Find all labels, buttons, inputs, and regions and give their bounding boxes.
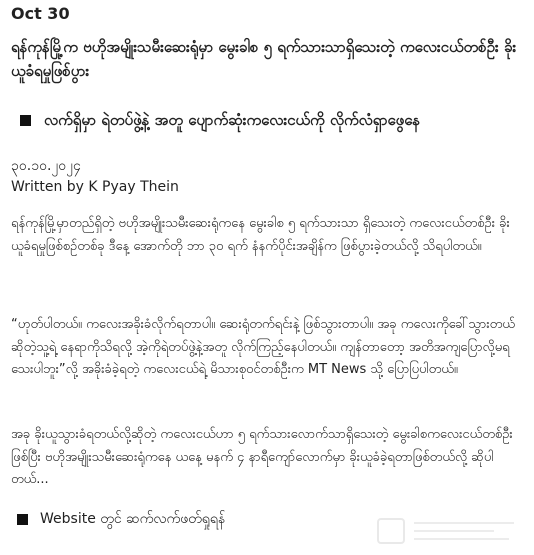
post-paragraph: ရန်ကုန်မြို့မှာတည်ရှိတဲ့ ဗဟိုအမျိုးသမီးဆေးရုံကနေ မွေးခါစ ၅ ရက်သားသာ ရှိသေးတဲ့ ကလေးငယ်တစ်ဦး ခိုးယူခံရမှုဖြစ်စဉ်တစ်ခု ဒီနေ့ အောက်တို ဘာ ၃၀ ရက် နံနက်ပိုင်းအချိန်က ဖြစ်ပွားခဲ့တယ်လို့ သိရပါတယ်။	[11, 216, 510, 254]
square-bullet-icon	[20, 115, 31, 126]
post-date: ၃၀.၁၀.၂၀၂၄	[11, 158, 81, 174]
post-paragraph: အခု ခိုးယူသွားခံရတယ်လို့ဆိုတဲ့ ကလေးငယ်ဟာ ၅ ရက်သားလောက်သာရှိသေးတဲ့ မွေးခါစကလေးငယ်တစ်ဦးဖြစ်ပြီး ဗဟိုအမျိုးသမီးဆေးရုံကနေ ယနေ့ မနက် ၄ နာရီကျော်လောက်မှာ ခိုးယူခံခဲ့ရတာဖြစ်တယ်လို့ ဆိုပါတယ်...	[11, 427, 513, 487]
post-date-label: Oct 30	[11, 4, 70, 23]
square-bullet-icon	[17, 514, 28, 525]
post-subhead	[11, 108, 526, 132]
post-headline: ရန်ကုန်မြို့က ဗဟိုအမျိုးသမီးဆေးရုံမှာ မွေးခါစ ၅ ရက်သားသာရှိသေးတဲ့ ကလေးငယ်တစ်ဦး ခိုးယူခံရမှုဖြစ်ပွား	[11, 38, 517, 80]
watermark-logo-icon	[374, 511, 524, 551]
post-paragraph: “ဟုတ်ပါတယ်။ ကလေးအခိုးခံလိုက်ရတာပါ။ ဆေးရုံတက်ရင်းနဲ့ ဖြစ်သွားတာပါ။ အခု ကလေးကိုခေါ်သွားတယ်ဆိုတဲ့သူ့ရဲ့ နေရာကိုသိရလို့ အဲ့ကိုရဲတပ်ဖွဲ့နဲ့အတူ လိုက်ကြည့်နေပါတယ်။ ကျန်တာတော့ အတိအကျပြောလို့မရသေးပါဘူး”လို့ အခိုးခံခဲ့ရတဲ့ ကလေးငယ်ရဲ့ မိသားစုဝင်တစ်ဦးက MT News သို့ ပြောပြပါတယ်။	[11, 317, 515, 377]
post-subhead-text: လက်ရှိမှာ ရဲတပ်ဖွဲ့နဲ့ အတူ ပျောက်ဆုံးကလေးငယ်ကို လိုက်လံရှာဖွေနေ	[44, 111, 421, 129]
post-byline: Written by K Pyay Thein	[11, 179, 179, 195]
read-more-link-label[interactable]: Website တွင် ဆက်လက်ဖတ်ရှုရန်	[40, 511, 226, 527]
read-more-link[interactable]	[11, 508, 225, 530]
